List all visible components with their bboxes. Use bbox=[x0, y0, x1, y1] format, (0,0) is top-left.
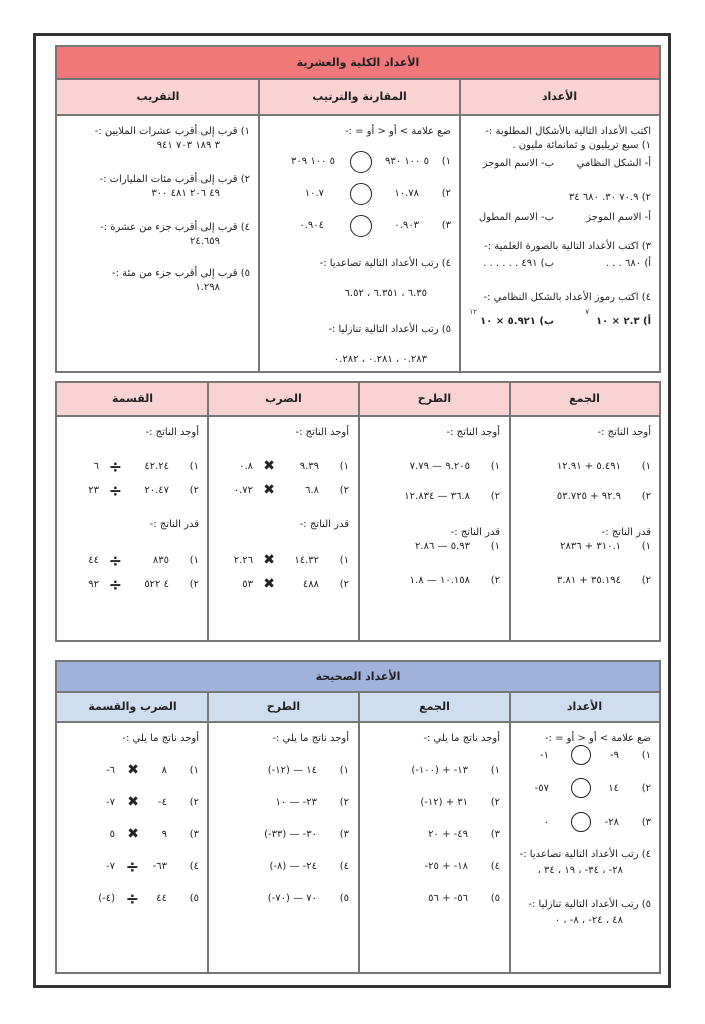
worksheet-text: ٠.٨ bbox=[239, 461, 253, 472]
worksheet-text: ١) bbox=[441, 156, 451, 167]
worksheet-text: ١٤ bbox=[608, 783, 619, 794]
worksheet-text: ٣١ + (١٢-) bbox=[420, 797, 468, 808]
compare-circle[interactable] bbox=[350, 215, 372, 237]
worksheet-text: ٧ bbox=[585, 308, 589, 316]
worksheet-text: ١) bbox=[189, 765, 199, 776]
worksheet-text: ١) bbox=[490, 541, 500, 552]
header-sub: الطرح bbox=[359, 383, 510, 417]
worksheet-text: ٠.٢٨٣ ، ٠.٢٨١ ، ٠.٢٨٢ bbox=[333, 354, 427, 365]
operator-symbol: ✖ bbox=[263, 552, 275, 568]
header-add: الجمع bbox=[359, 693, 510, 723]
worksheet-text: ١) bbox=[490, 765, 500, 776]
header-sub: الطرح bbox=[208, 693, 359, 723]
worksheet-text: ٥.٩٣ — ٢.٨٦ bbox=[415, 541, 470, 552]
worksheet-text: ٤) bbox=[339, 861, 349, 872]
worksheet-text: ١) bbox=[339, 461, 349, 472]
section-title: الأعداد الصحيحة bbox=[57, 662, 659, 693]
worksheet-text: ٤٤ bbox=[156, 893, 167, 904]
worksheet-text: ٤) رتب الأعداد التالية تصاعديا :- bbox=[519, 849, 651, 860]
worksheet-text: ١) bbox=[490, 461, 500, 472]
int-muldiv-column bbox=[57, 723, 207, 972]
worksheet-text: ٤) قرب إلى أقرب جزء من عشرة :- bbox=[100, 222, 250, 233]
operator-symbol: ✖ bbox=[263, 482, 275, 498]
worksheet-text: ٢٨- ، ٣٤- ، ١٩ ، ٣٤ ، bbox=[537, 865, 623, 876]
worksheet-text: ٩٢ bbox=[88, 579, 99, 590]
worksheet-text: ٧- bbox=[106, 797, 115, 808]
worksheet-text: ٢) bbox=[490, 575, 500, 586]
worksheet-text: ٢) ٧٠.٩ ٣٠. ٦٨٠ ٣٤ bbox=[568, 192, 651, 203]
sub-column bbox=[360, 417, 508, 640]
worksheet-text: قدر الناتج :- bbox=[601, 527, 651, 538]
worksheet-text: ٤٢.٢٤ bbox=[144, 461, 169, 472]
worksheet-text: ٦٣- bbox=[152, 861, 167, 872]
worksheet-text: ٥) قرب إلى أقرب جزء من مئة :- bbox=[112, 268, 250, 279]
worksheet-text: ٣) bbox=[641, 817, 651, 828]
worksheet-text: ٢) bbox=[490, 797, 500, 808]
worksheet-text: ١) bbox=[641, 541, 651, 552]
header-mul: الضرب bbox=[208, 383, 359, 417]
operator-symbol: ÷ bbox=[125, 889, 139, 908]
worksheet-text: ٣) bbox=[339, 829, 349, 840]
worksheet-text: ٥) bbox=[339, 893, 349, 904]
worksheet-text: ٢٤- — (٨-) bbox=[269, 861, 317, 872]
worksheet-text: ٥ ١٠٠ ٣٠٩ bbox=[291, 156, 335, 167]
worksheet-text: ٥ ١٠٠ ٩٣٠ bbox=[385, 156, 429, 167]
worksheet-text: أوجد الناتج :- bbox=[145, 427, 199, 438]
worksheet-text: ب) ٤٩١ . . . . . . bbox=[483, 258, 554, 269]
worksheet-text: ٢) bbox=[189, 579, 199, 590]
worksheet-text: ٣٦.٨ — ١٢.٨٣٤ bbox=[404, 491, 470, 502]
worksheet-text: قدر الناتج :- bbox=[450, 527, 500, 538]
worksheet-text: ٠.٩٠٣ bbox=[394, 220, 419, 231]
worksheet-text: ٤) bbox=[189, 861, 199, 872]
int-add-column bbox=[360, 723, 508, 972]
operator-symbol: ÷ bbox=[125, 857, 139, 876]
worksheet-text: ٤) رتب الأعداد التالية تصاعديا :- bbox=[319, 258, 451, 269]
worksheet-text: ١) bbox=[339, 555, 349, 566]
worksheet-text: ٩- bbox=[610, 750, 619, 761]
worksheet-text: ١٣- + (١٠٠-) bbox=[411, 765, 468, 776]
operator-symbol: ÷ bbox=[108, 575, 122, 594]
worksheet-text: ٧٠ — (٧٠-) bbox=[267, 893, 317, 904]
worksheet-text: ١٤ — (١٢-) bbox=[267, 765, 317, 776]
worksheet-text: ١) سبع تريليون و ثمانمائة مليون . bbox=[512, 140, 651, 151]
worksheet-text: ٢) bbox=[339, 485, 349, 496]
worksheet-text: ٩ bbox=[161, 829, 167, 840]
worksheet-text: ٦.٣٥ ، ٦.٣٥١ ، ٦.٥٢ bbox=[344, 288, 427, 299]
worksheet-text: ١) bbox=[189, 461, 199, 472]
header-compare: المقارنة والترتيب bbox=[259, 80, 460, 116]
worksheet-text: أوجد الناتج :- bbox=[446, 427, 500, 438]
worksheet-text: ٥) رتب الأعداد التالية تنازليا :- bbox=[328, 324, 451, 335]
worksheet-text: أوجد ناتج ما يلي :- bbox=[122, 733, 199, 744]
worksheet-text: ١) bbox=[339, 765, 349, 776]
mul-column bbox=[209, 417, 357, 640]
add-column bbox=[511, 417, 659, 640]
worksheet-text: ٥.٤٩١ + ١٢.٩١ bbox=[556, 461, 621, 472]
worksheet-text: ٧- bbox=[106, 861, 115, 872]
operator-symbol: ÷ bbox=[108, 457, 122, 476]
worksheet-text: أ) ٦٨٠ . . . bbox=[605, 258, 651, 269]
worksheet-text: ٢٣ bbox=[88, 485, 99, 496]
operator-symbol: ÷ bbox=[108, 481, 122, 500]
worksheet-text: ١- bbox=[540, 750, 549, 761]
worksheet-text: ١) bbox=[641, 461, 651, 472]
worksheet-text: ٢٤.٦٥٩ bbox=[189, 236, 220, 247]
worksheet-text: ٦- bbox=[106, 765, 115, 776]
worksheet-text: ٣٠- — (٣٣-) bbox=[264, 829, 317, 840]
worksheet-text: ب- الاسم الموجز bbox=[482, 158, 554, 169]
operator-symbol: ✖ bbox=[127, 762, 139, 778]
numbers-column bbox=[461, 116, 659, 371]
worksheet-text: ٩.٢٠٥ — ٧.٧٩ bbox=[409, 461, 470, 472]
worksheet-text: ٢) bbox=[441, 188, 451, 199]
worksheet-text: ٥) bbox=[490, 893, 500, 904]
worksheet-text: ١٠.٧ bbox=[304, 188, 324, 199]
worksheet-text: ١٤.٣٢ bbox=[294, 555, 319, 566]
int-numbers-column bbox=[511, 723, 659, 972]
operator-symbol: ✖ bbox=[127, 794, 139, 810]
header-numbers: الأعداد bbox=[460, 80, 659, 116]
worksheet-text: ضع علامة > أو < أو = :- bbox=[344, 126, 451, 137]
compare-circle[interactable] bbox=[350, 183, 372, 205]
operator-symbol: ✖ bbox=[127, 826, 139, 842]
worksheet-text: ٤ ٥٢٢ bbox=[144, 579, 169, 590]
div-column bbox=[57, 417, 207, 640]
worksheet-text: ٤٨ ، ٢٤- ، ٨- ، ٠ bbox=[554, 915, 623, 926]
worksheet-text: ٢) bbox=[641, 575, 651, 586]
worksheet-text: ٥) bbox=[189, 893, 199, 904]
header-round: التقريب bbox=[57, 80, 259, 116]
header-muldiv: الضرب والقسمة bbox=[57, 693, 208, 723]
worksheet-text: ب) ٥.٩٢١ × ١٠ bbox=[480, 316, 554, 327]
worksheet-text: قدر الناتج :- bbox=[149, 519, 199, 530]
worksheet-text: ١) bbox=[189, 555, 199, 566]
worksheet-text: ٢) bbox=[189, 485, 199, 496]
worksheet-text: اكتب الأعداد التالية بالأشكال المطلوبة :- bbox=[485, 126, 651, 137]
worksheet-text: ١٨- + ٢٥- bbox=[424, 861, 468, 872]
worksheet-text: أ- الشكل النظامي bbox=[576, 158, 651, 169]
section-title: الأعداد الكلية والعشرية bbox=[57, 47, 659, 80]
worksheet-text: ٠.٧٢ bbox=[233, 485, 253, 496]
worksheet-text: ٣) bbox=[490, 829, 500, 840]
worksheet-text: ١٠.٧٨ bbox=[394, 188, 419, 199]
integers-section bbox=[55, 660, 661, 974]
worksheet-text: ٩.٣٩ bbox=[299, 461, 319, 472]
header-numbers: الأعداد bbox=[510, 693, 659, 723]
worksheet-text: أوجد الناتج :- bbox=[597, 427, 651, 438]
worksheet-text: ١) قرب إلى أقرب عشرات الملايين :- bbox=[94, 126, 250, 137]
worksheet-text: ٤- bbox=[158, 797, 167, 808]
worksheet-text: ٠.٩٠٤ bbox=[299, 220, 324, 231]
worksheet-text: ٨ bbox=[161, 765, 167, 776]
worksheet-text: ٢) bbox=[641, 783, 651, 794]
worksheet-text: ٥ bbox=[109, 829, 115, 840]
worksheet-text: ١٢ bbox=[469, 308, 477, 316]
worksheet-text: أ- الاسم الموجز bbox=[586, 212, 651, 223]
worksheet-text: ٥٦- + ٥٦ bbox=[428, 893, 468, 904]
worksheet-text: ٥) رتب الأعداد التالية تنازليا :- bbox=[528, 899, 651, 910]
worksheet-text: ٨٣٥ bbox=[152, 555, 169, 566]
worksheet-text: ٤٤ bbox=[88, 555, 99, 566]
worksheet-text: ٦ bbox=[93, 461, 99, 472]
worksheet-text: ٣) bbox=[189, 829, 199, 840]
header-add: الجمع bbox=[510, 383, 659, 417]
worksheet-text: ٢.٢٦ bbox=[233, 555, 253, 566]
worksheet-text: ١.٢٩٨ bbox=[195, 282, 220, 293]
worksheet-text: ٣) اكتب الأعداد التالية بالصورة العلمية :- bbox=[484, 241, 651, 252]
worksheet-text: ب- الاسم المطول bbox=[478, 212, 554, 223]
header-div: القسمة bbox=[57, 383, 208, 417]
worksheet-text: ٤٩- + ٢٠ bbox=[428, 829, 468, 840]
compare-circle[interactable] bbox=[350, 151, 372, 173]
worksheet-text: ٤٨٨ bbox=[302, 579, 319, 590]
worksheet-text: ١٠.١٥٨ — ١.٨ bbox=[409, 575, 470, 586]
worksheet-text: ٥٣ bbox=[242, 579, 253, 590]
worksheet-text: أوجد ناتج ما يلي :- bbox=[423, 733, 500, 744]
worksheet-text: ٣ ١٨٩ ٧٠٣ ٩٤١ bbox=[156, 140, 220, 151]
operator-symbol: ✖ bbox=[263, 576, 275, 592]
worksheet-text: ٠ bbox=[543, 817, 549, 828]
worksheet-text: أ) ٢.٣ × ١٠ bbox=[595, 316, 651, 327]
worksheet-text: ٢٨- bbox=[604, 817, 619, 828]
whole-decimal-section bbox=[55, 45, 661, 373]
worksheet-text: ٤) اكتب رموز الأعداد بالشكل النظامي :- bbox=[483, 292, 651, 303]
worksheet-text: أوجد ناتج ما يلي :- bbox=[272, 733, 349, 744]
worksheet-text: ٤٩ ٢٠٦ ٤٨١ ٣٠٠ bbox=[151, 188, 220, 199]
compare-circle[interactable] bbox=[571, 778, 591, 798]
operator-symbol: ÷ bbox=[108, 551, 122, 570]
worksheet-text: ٣١٠.١ + ٢٨٣٦ bbox=[560, 541, 621, 552]
worksheet-text: ٢) bbox=[490, 491, 500, 502]
worksheet-text: ٢) bbox=[641, 491, 651, 502]
worksheet-text: ٢) bbox=[339, 797, 349, 808]
int-sub-column bbox=[209, 723, 357, 972]
worksheet-text: ٢) قرب إلى أقرب مئات المليارات :- bbox=[99, 174, 250, 185]
compare-circle[interactable] bbox=[571, 745, 591, 765]
worksheet-text: ٥٧- bbox=[534, 783, 549, 794]
worksheet-text: قدر الناتج :- bbox=[299, 519, 349, 530]
worksheet-text: ١) bbox=[641, 750, 651, 761]
worksheet-text: ٢) bbox=[189, 797, 199, 808]
worksheet-text: ٤) bbox=[490, 861, 500, 872]
worksheet-text: (٤-) bbox=[98, 893, 115, 904]
worksheet-text: ٢) bbox=[339, 579, 349, 590]
compare-column bbox=[260, 116, 459, 371]
operator-symbol: ✖ bbox=[263, 458, 275, 474]
worksheet-text: ٦.٨ bbox=[305, 485, 319, 496]
worksheet-text: ٢٠.٤٧ bbox=[144, 485, 169, 496]
worksheet-text: ضع علامة > أو < أو = :- bbox=[544, 733, 651, 744]
worksheet-text: ٣٥.١٩٤ + ٣.٨١ bbox=[556, 575, 621, 586]
worksheet-text: أوجد الناتج :- bbox=[295, 427, 349, 438]
compare-circle[interactable] bbox=[571, 812, 591, 832]
worksheet-text: ٢٣- — ١٠ bbox=[275, 797, 317, 808]
operations-section bbox=[55, 381, 661, 642]
round-column bbox=[57, 116, 258, 371]
worksheet-text: ٩٢.٩ + ٥٣.٧٢٥ bbox=[556, 491, 621, 502]
worksheet-text: ٣) bbox=[441, 220, 451, 231]
